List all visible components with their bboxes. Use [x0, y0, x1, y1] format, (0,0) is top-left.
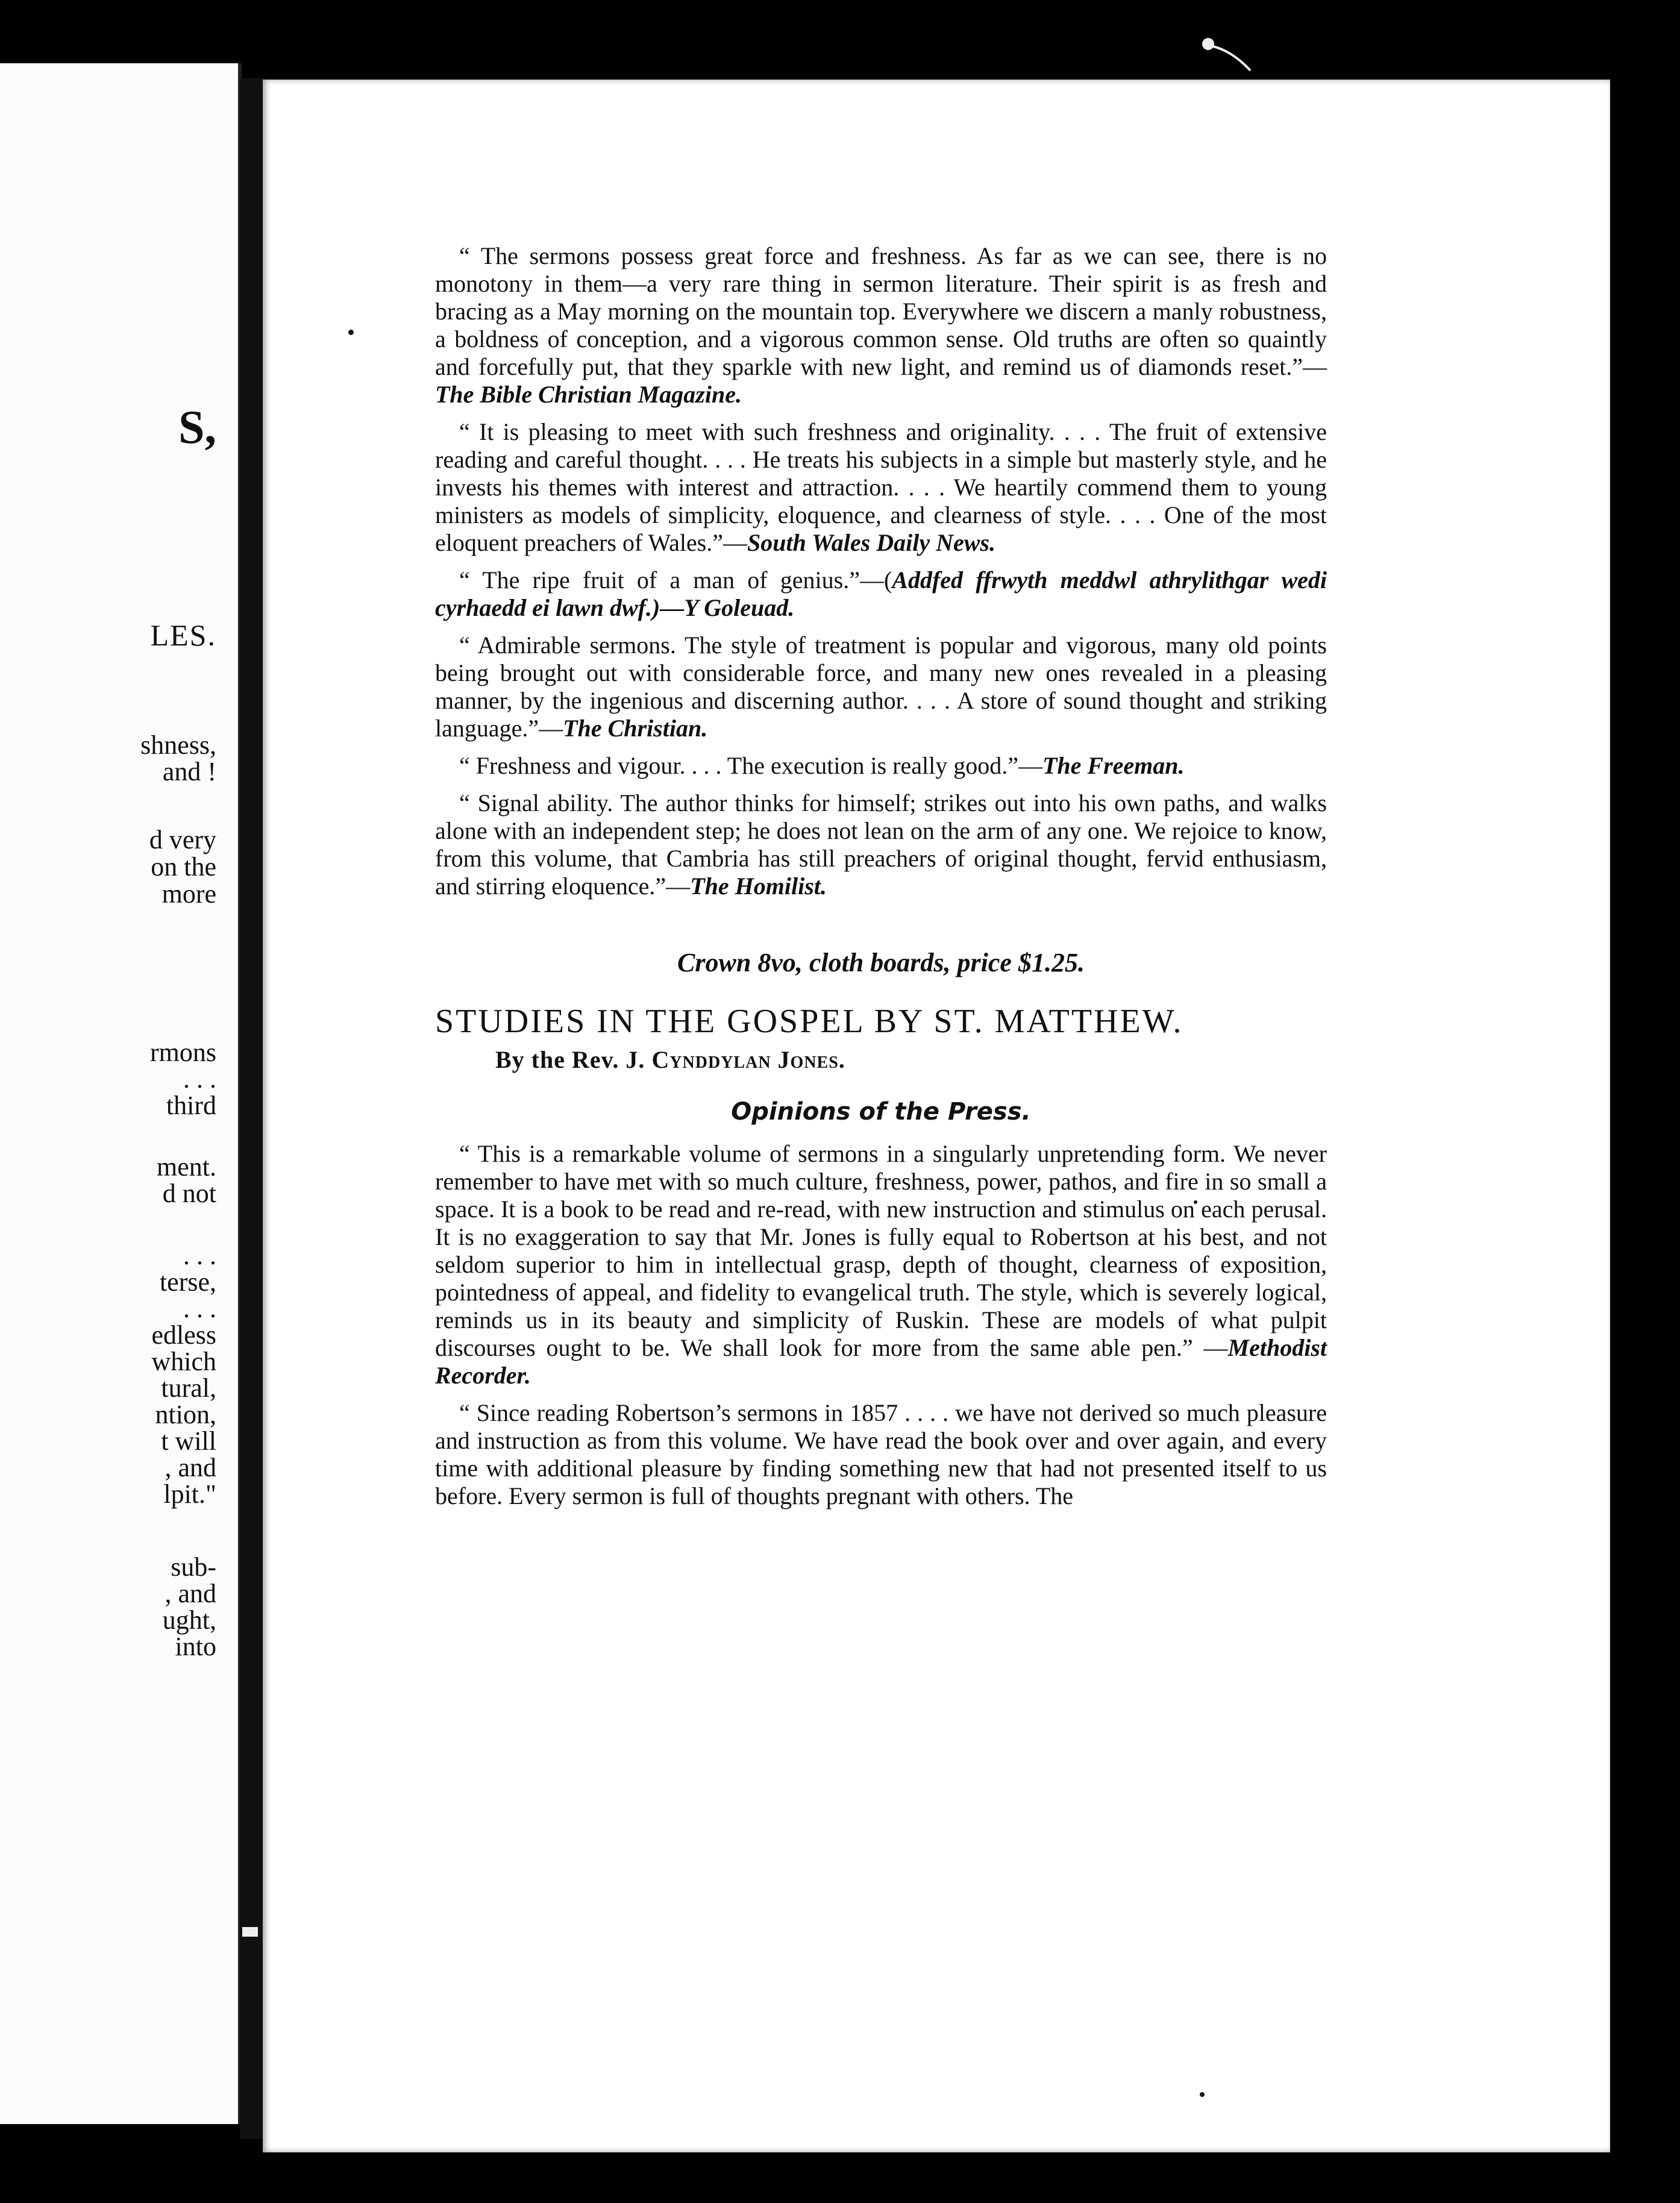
- left-page-fragment: LES.: [150, 618, 216, 652]
- review-text: “ Admirable sermons. The style of treatment is popular and vigorous, many old points being brought out with considerable force, and many new ones revealed in a pleasing manner, by the ingenious and discerning author. . . . A store of sound thought and striking language.”—: [435, 631, 1327, 742]
- review-text: “ The ripe fruit of a man of genius.”—(: [459, 566, 892, 594]
- review-quote: [435, 752, 1327, 780]
- byline-prefix: By the Rev. J.: [495, 1046, 645, 1073]
- review-source: The Christian.: [563, 715, 708, 742]
- left-page-fragment: . . .: [183, 1294, 216, 1323]
- left-page-fragment: edless: [151, 1320, 216, 1350]
- gutter-mark: [242, 1927, 258, 1937]
- review-text: “ This is a remarkable volume of sermons in a singularly unpretending form. We never remember to have met with so much culture, freshness, power, pathos, and fire in so small a space. It is a book to be read and re-read, with new instruction and stimulus on each perusal. It is no exaggeration to say that Mr. Jones is fully equal to Robertson at his best, and not seldom superior to him in intellectual grasp, depth of thought, clearness of exposition, pointedness of appeal, and fidelity to evangelical truth. The style, which is severely logical, reminds us in its beauty and simplicity of Ruskin. These are models of what pulpit discourses ought to be. We shall look for more from the same able pen.” —: [435, 1140, 1327, 1361]
- left-facing-page: [0, 63, 242, 2124]
- ink-speck: [348, 330, 354, 335]
- review-source: South Wales Daily News.: [747, 529, 995, 556]
- left-page-fragment: sub-: [171, 1552, 216, 1582]
- page-content: [435, 242, 1327, 1520]
- left-page-fragment: , and: [165, 1579, 216, 1608]
- price-line: Crown 8vo, cloth boards, price $1.25.: [677, 948, 1085, 977]
- review-source: Methodist Recorder.: [435, 1334, 1327, 1389]
- left-page-fragment: t will: [161, 1426, 216, 1456]
- opinions-heading: Opinions of the Press.: [731, 1098, 1031, 1126]
- review-text: “ Since reading Robertson’s sermons in 1857 . . . . we have not derived so much pleasure and instruction as from this volume. We have read the book over and over again, and every time with additional pleasure by finding something new that had not presented itself to us before. Every sermon is full of thoughts pregnant with others. The: [435, 1399, 1327, 1509]
- left-page-fragment: S,: [178, 401, 216, 453]
- review-quote: [435, 242, 1327, 409]
- scan-artifact-mark: [1196, 33, 1262, 75]
- left-page-fragment: into: [175, 1632, 216, 1661]
- review-text: “ The sermons possess great force and freshness. As far as we can see, there is no monotony in them—a very rare thing in sermon literature. Their spirit is as fresh and bracing as a May morning on the mountain top. Everywhere we discern a manly robustness, a boldness of conception, and a vigorous common sense. Old truths are often so quaintly and forcefully put, that they sparkle with new light, and remind us of diamonds reset.”—: [435, 242, 1327, 380]
- left-page-fragment: more: [161, 879, 216, 909]
- review-text: “ Signal ability. The author thinks for himself; strikes out into his own paths, and walks alone with an independent step; he does not lean on the arm of any one. We rejoice to know, from this volume, that Cambria has still preachers of original thought, fervid enthusiasm, and stirring eloquence.”—: [435, 789, 1327, 900]
- book-gutter: [240, 78, 264, 2139]
- left-page-fragment: third: [166, 1091, 216, 1120]
- left-page-fragment: which: [151, 1347, 216, 1376]
- left-page-fragment: tural,: [161, 1373, 216, 1403]
- left-page-fragment: ntion,: [155, 1400, 216, 1429]
- left-page-fragment: . . .: [183, 1241, 216, 1270]
- left-page-fragment: terse,: [159, 1267, 216, 1297]
- left-page-fragment: d not: [162, 1179, 216, 1208]
- review-text: “ It is pleasing to meet with such freshness and originality. . . . The fruit of extensive reading and careful thought. . . . He treats his subjects in a simple but masterly style, and he invests his themes with interest and attraction. . . . We heartily commend them to young ministers as models of simplicity, eloquence, and clearness of style. . . . One of the most eloquent preachers of Wales.”—: [435, 418, 1327, 556]
- left-page-fragment: ught,: [162, 1605, 216, 1635]
- left-page-fragment: rmons: [150, 1038, 216, 1067]
- ink-speck: [1200, 2092, 1205, 2097]
- review-source: The Freeman.: [1042, 752, 1185, 779]
- left-page-fragment: ment.: [157, 1152, 216, 1182]
- byline: [495, 1045, 1327, 1074]
- review-quote: [435, 789, 1327, 900]
- review-quote: [435, 566, 1327, 622]
- left-page-fragment: lpit.": [163, 1479, 216, 1509]
- left-page-fragment: shness,: [140, 730, 216, 760]
- review-source: The Bible Christian Magazine.: [435, 381, 742, 408]
- review-quote: [435, 1399, 1327, 1510]
- review-source: The Homilist.: [690, 873, 827, 900]
- left-page-fragment: on the: [151, 852, 216, 882]
- book-title: STUDIES IN THE GOSPEL BY ST. MATTHEW.: [435, 1003, 1183, 1040]
- left-page-fragment: , and: [165, 1453, 216, 1482]
- review-quote: [435, 1140, 1327, 1390]
- left-page-fragment: . . .: [183, 1064, 216, 1094]
- review-quote: [435, 631, 1327, 742]
- review-text: “ Freshness and vigour. . . . The execution is really good.”—: [459, 752, 1042, 779]
- main-page: [263, 80, 1610, 2152]
- author-name: Cynddylan Jones.: [651, 1046, 845, 1073]
- review-source: Addfed ffrwyth meddwl athrylithgar wedi cyrhaedd ei lawn dwf.)—Y Goleuad.: [435, 566, 1327, 621]
- left-page-fragment: d very: [149, 825, 216, 854]
- review-quote: [435, 418, 1327, 557]
- left-page-fragment: and !: [162, 757, 216, 786]
